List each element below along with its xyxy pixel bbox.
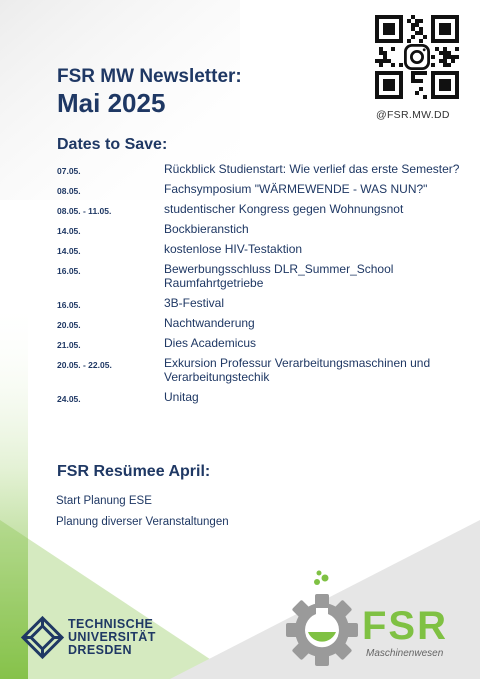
dates-section-title: Dates to Save:	[57, 136, 168, 153]
date-row	[57, 162, 467, 176]
tud-line: UNIVERSITÄT	[68, 630, 156, 644]
event-title: Fachsymposium "WÄRMEWENDE - WAS NUN?"	[164, 182, 428, 196]
date-value: 20.05.	[57, 320, 81, 330]
instagram-handle[interactable]: @FSR.MW.DD	[376, 109, 450, 121]
event-title: kostenlose HIV-Testaktion	[164, 242, 303, 256]
tud-line: DRESDEN	[68, 643, 132, 657]
event-title: 3B-Festival	[164, 296, 225, 310]
date-value: 16.05.	[57, 300, 81, 310]
event-title: studentischer Kongress gegen Wohnungsnot	[164, 202, 404, 216]
resumee-item: Start Planung ESE	[56, 495, 152, 507]
resumee-section-title: FSR Resümee April:	[57, 463, 211, 480]
date-value: 21.05.	[57, 340, 81, 350]
date-value: 07.05.	[57, 166, 81, 176]
resumee-list	[56, 495, 256, 537]
date-row	[57, 296, 467, 310]
event-title: Unitag	[164, 390, 199, 404]
event-title: Bockbieranstich	[164, 222, 249, 236]
date-row	[57, 390, 467, 404]
date-row	[57, 356, 467, 384]
date-value: 24.05.	[57, 394, 81, 404]
qr-code-icon[interactable]	[375, 15, 459, 99]
newsletter-title: FSR MW Newsletter:	[57, 66, 242, 87]
event-title: Nachtwanderung	[164, 316, 255, 330]
newsletter-month: Mai 2025	[57, 88, 166, 118]
date-row	[57, 336, 467, 350]
date-value: 08.05. - 11.05.	[57, 206, 112, 216]
fsr-wordmark: FSR	[362, 604, 448, 648]
date-row	[57, 202, 467, 216]
tud-wordmark	[68, 618, 156, 657]
date-value: 20.05. - 22.05.	[57, 360, 112, 370]
resumee-item: Planung diverser Veranstaltungen	[56, 516, 229, 528]
tud-logo-icon	[20, 615, 65, 660]
date-row	[57, 316, 467, 330]
date-value: 14.05.	[57, 246, 81, 256]
date-row	[57, 242, 467, 256]
dates-list	[57, 162, 467, 410]
fsr-subtitle: Maschinenwesen	[366, 648, 444, 659]
event-title: Exkursion Professur Verarbeitungsmaschinen und Verarbeitungstechik	[164, 356, 431, 384]
tud-line: TECHNISCHE	[68, 617, 154, 631]
date-row	[57, 182, 467, 196]
date-row	[57, 222, 467, 236]
date-value: 14.05.	[57, 226, 81, 236]
event-title: Bewerbungsschluss DLR_Summer_School Raumfahrtgetriebe	[164, 262, 394, 290]
event-title: Dies Academicus	[164, 336, 257, 350]
date-row	[57, 262, 467, 290]
date-value: 08.05.	[57, 186, 81, 196]
event-title: Rückblick Studienstart: Wie verlief das erste Semester?	[164, 162, 460, 176]
date-value: 16.05.	[57, 266, 81, 276]
